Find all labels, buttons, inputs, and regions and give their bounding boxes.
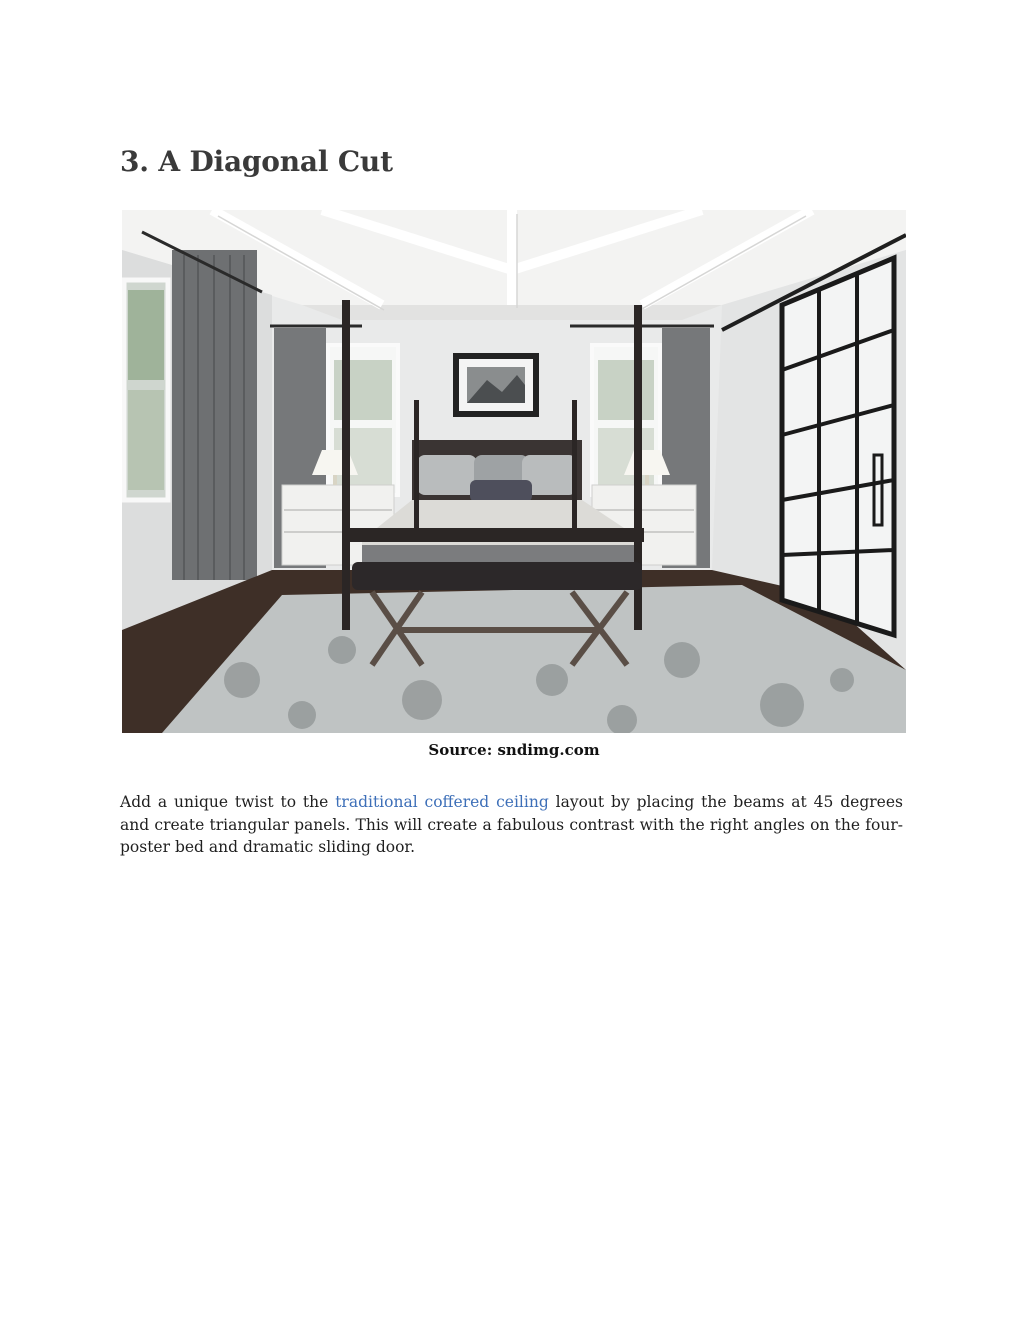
bedroom-photo — [122, 210, 906, 733]
paragraph-text-after-link: layout by placing the beams at 45 degrees and create triangular panels. This will create a fabulous contrast with the right angles on the four-poster bed and dramatic sliding door. — [120, 793, 903, 856]
traditional-coffered-ceiling-link[interactable]: traditional coffered ceiling — [335, 793, 549, 811]
section-heading: 3. A Diagonal Cut — [120, 145, 393, 178]
image-caption: Source: sndimg.com — [428, 741, 600, 759]
paragraph-text-before-link: Add a unique twist to the — [120, 793, 336, 811]
body-paragraph — [120, 791, 903, 859]
